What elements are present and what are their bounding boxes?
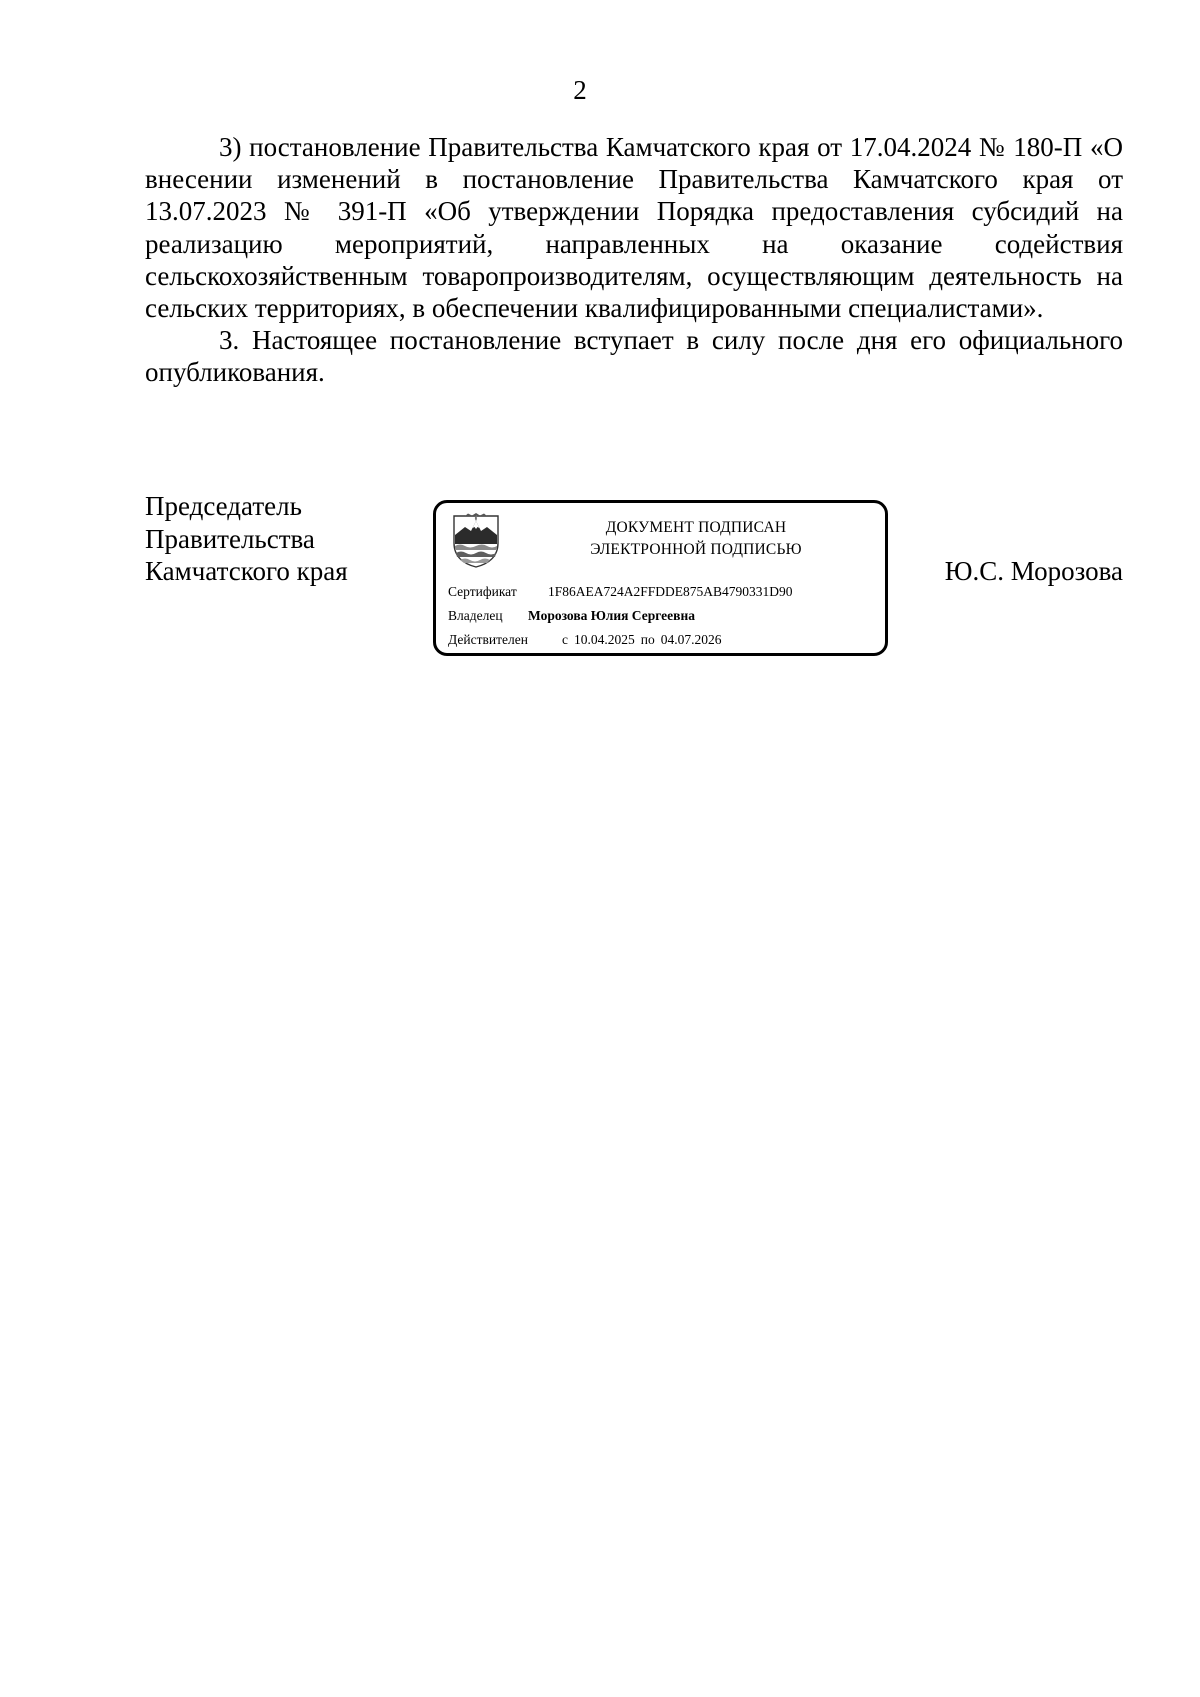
validity-to-date: 04.07.2026 — [660, 632, 722, 647]
document-body — [145, 131, 1123, 389]
certificate-value: 1F86AEA724A2FFDDE875AB4790331D90 — [548, 584, 793, 599]
stamp-owner-row — [448, 607, 695, 625]
kamchatka-coat-of-arms-icon — [451, 513, 501, 569]
signatory-title-line: Камчатского края — [145, 556, 348, 586]
signatory-name: Ю.С. Морозова — [944, 556, 1123, 586]
stamp-certificate-row — [448, 583, 793, 601]
signatory-title-line: Правительства — [145, 523, 315, 554]
paragraph-item-3: 3) постановление Правительства Камчатского края от 17.04.2024 № 180-П «О внесении изменений в постановление Правительства Камчатского края от 13.07.2023 № 391-П «Об утверждении Порядка предоставления субсидий на реализацию мероприятий, направленных на оказание содействия сельскохозяйственным товаропроизводителям, осуществляющим деятельность на сельских территориях, в обеспечении квалифицированными специалистами». — [145, 132, 1123, 324]
page-number: 2 — [573, 75, 587, 105]
stamp-validity-row — [448, 631, 721, 649]
owner-value: Морозова Юлия Сергеевна — [528, 608, 695, 623]
validity-label: Действителен — [448, 632, 528, 647]
signatory-title-line: Председатель — [145, 491, 302, 521]
validity-from-label: с — [562, 632, 568, 647]
stamp-header-line: ДОКУМЕНТ ПОДПИСАН — [605, 519, 787, 536]
validity-to-label: по — [640, 632, 655, 647]
paragraph-effective-date: 3. Настоящее постановление вступает в силу после дня его официального опубликования. — [145, 325, 1123, 388]
stamp-header — [546, 517, 846, 561]
owner-label: Владелец — [448, 608, 503, 623]
signatory-title — [145, 490, 348, 588]
validity-from-date: 10.04.2025 — [574, 632, 635, 647]
certificate-label: Сертификат — [448, 584, 517, 599]
electronic-signature-stamp — [433, 500, 888, 656]
stamp-header-line: ЭЛЕКТРОННОЙ ПОДПИСЬЮ — [590, 541, 802, 558]
